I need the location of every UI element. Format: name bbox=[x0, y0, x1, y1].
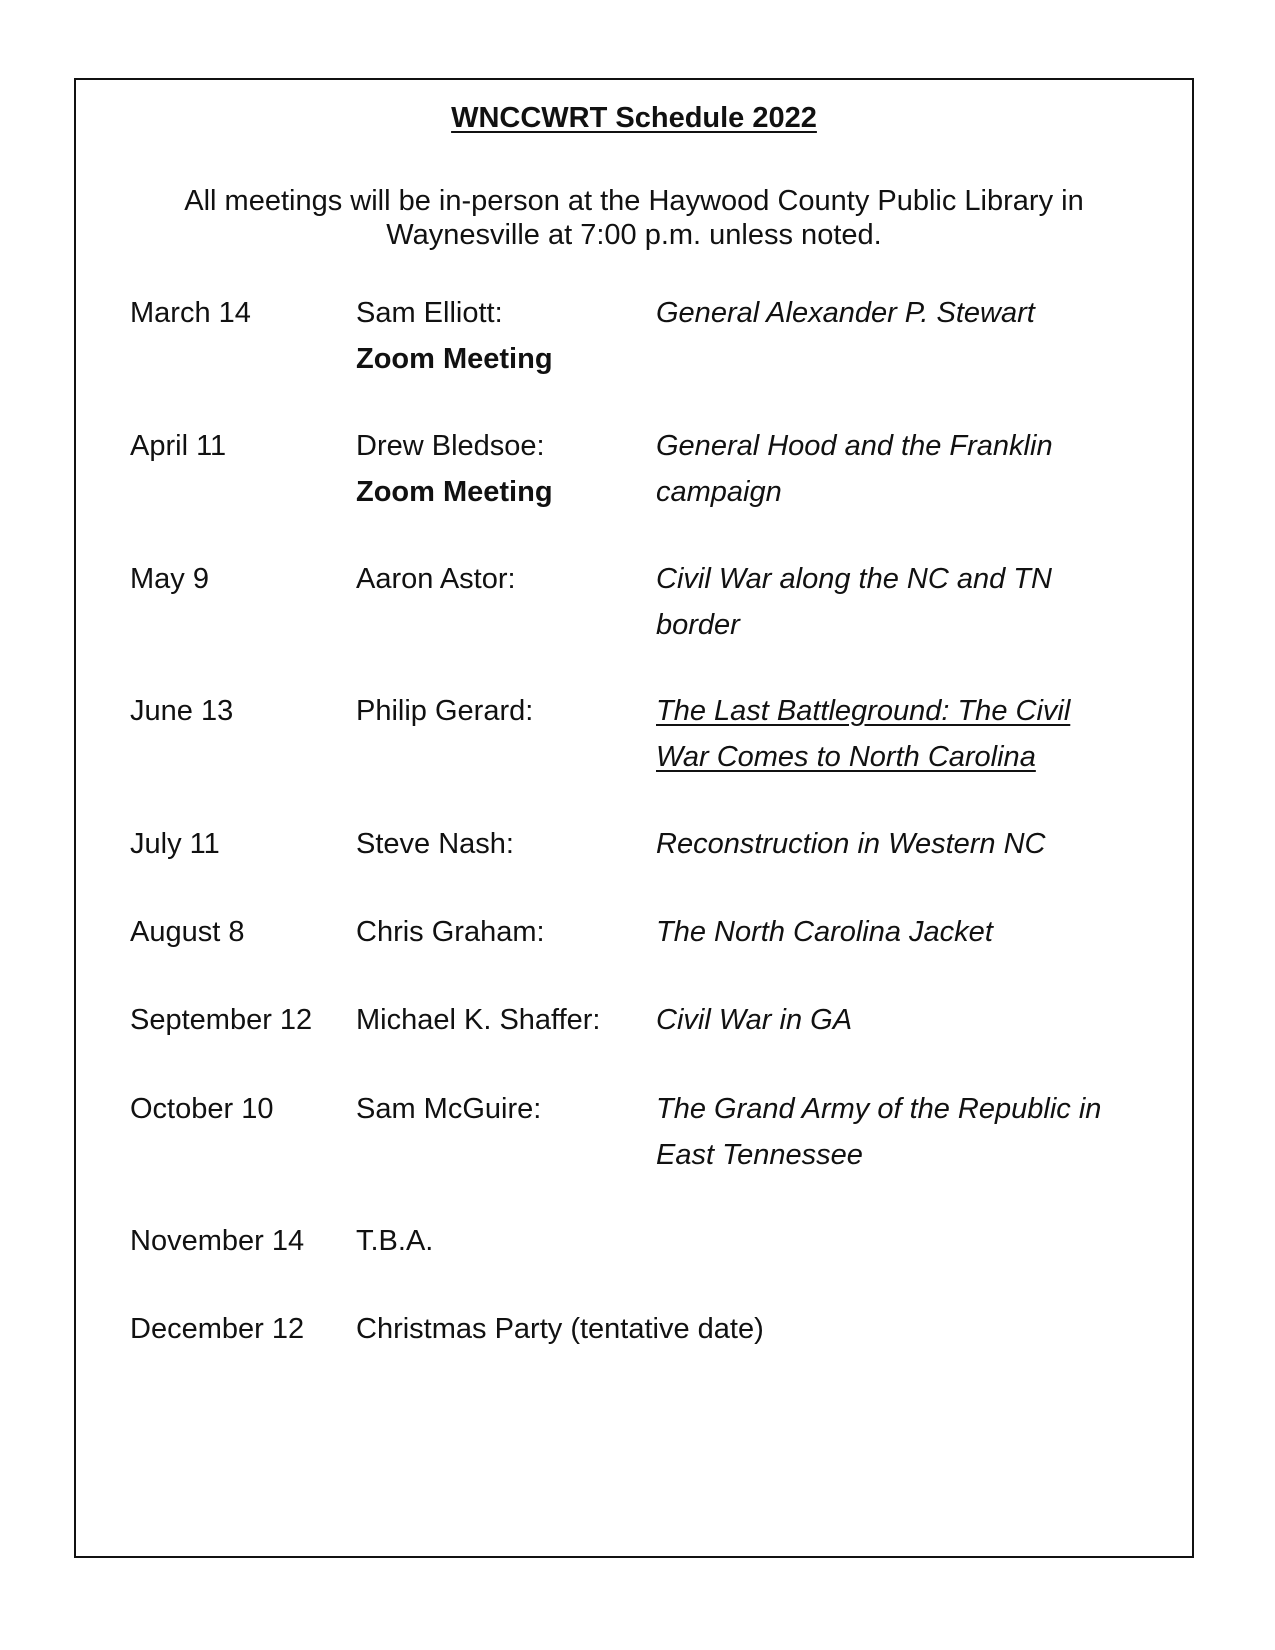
meeting-speaker: Sam McGuire: bbox=[356, 1093, 542, 1125]
meeting-topic-book-title: The Last Battleground: The Civil War Comes to North Carolina bbox=[656, 695, 1071, 773]
meeting-date: October 10 bbox=[130, 1093, 274, 1125]
meeting-date: November 14 bbox=[130, 1225, 305, 1257]
meeting-speaker: Philip Gerard: bbox=[356, 695, 534, 727]
meeting-speaker bbox=[356, 423, 553, 515]
meeting-topic: Reconstruction in Western NC bbox=[656, 828, 1046, 860]
meeting-date: May 9 bbox=[130, 563, 209, 595]
meeting-topic: The Grand Army of the Republic in East Tennessee bbox=[656, 1093, 1102, 1171]
zoom-meeting-note: Zoom Meeting bbox=[356, 476, 553, 508]
intro-text bbox=[76, 184, 1192, 252]
meeting-date: August 8 bbox=[130, 916, 245, 948]
meeting-topic: General Hood and the Franklin campaign bbox=[656, 430, 1053, 508]
meeting-speaker: T.B.A. bbox=[356, 1225, 434, 1257]
meeting-topic: Civil War in GA bbox=[656, 1004, 853, 1036]
speaker-name: Sam Elliott: bbox=[356, 297, 503, 329]
document-title: WNCCWRT Schedule 2022 bbox=[451, 102, 817, 134]
meeting-date: June 13 bbox=[130, 695, 234, 727]
meeting-speaker: Aaron Astor: bbox=[356, 563, 516, 595]
meeting-date: July 11 bbox=[130, 828, 220, 860]
document-frame bbox=[74, 78, 1194, 1558]
meeting-date: September 12 bbox=[130, 1004, 313, 1036]
speaker-name: Drew Bledsoe: bbox=[356, 430, 545, 462]
zoom-meeting-note: Zoom Meeting bbox=[356, 343, 553, 375]
meeting-date: December 12 bbox=[130, 1313, 305, 1345]
meeting-topic: Civil War along the NC and TN border bbox=[656, 563, 1052, 641]
meeting-event: Christmas Party (tentative date) bbox=[356, 1313, 764, 1345]
meeting-speaker: Michael K. Shaffer: bbox=[356, 1004, 601, 1036]
meeting-speaker: Chris Graham: bbox=[356, 916, 545, 948]
meeting-date: April 11 bbox=[130, 430, 227, 462]
meeting-topic: The North Carolina Jacket bbox=[656, 916, 993, 948]
meeting-date: March 14 bbox=[130, 297, 251, 329]
meeting-speaker bbox=[356, 290, 553, 382]
intro-line-1: All meetings will be in-person at the Haywood County Public Library in bbox=[184, 185, 1084, 217]
meeting-speaker: Steve Nash: bbox=[356, 828, 514, 860]
intro-line-2: Waynesville at 7:00 p.m. unless noted. bbox=[386, 219, 882, 251]
meeting-topic: General Alexander P. Stewart bbox=[656, 297, 1035, 329]
